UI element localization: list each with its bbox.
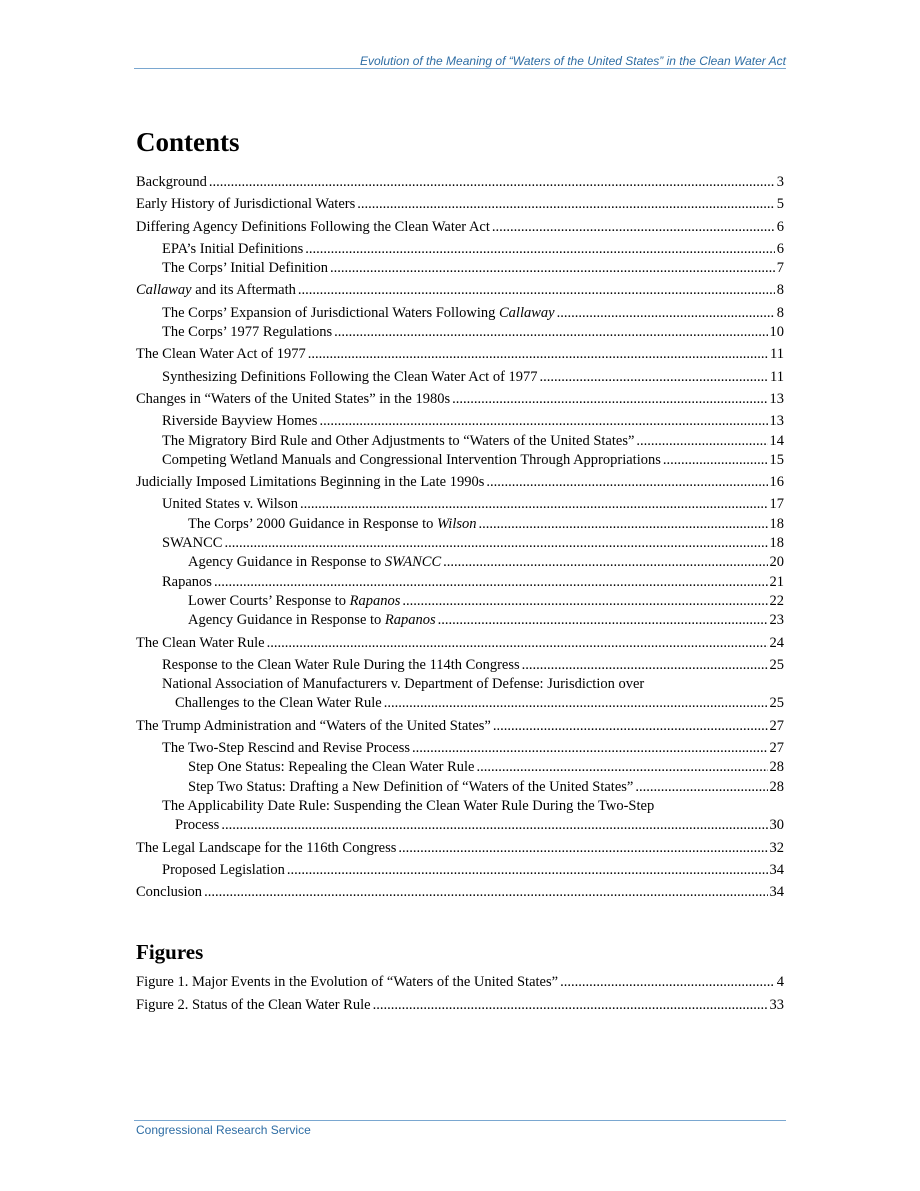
figure-entry[interactable] xyxy=(136,996,784,1015)
toc-entry-page: 5 xyxy=(776,196,784,213)
toc-entry-page: 21 xyxy=(769,573,784,590)
toc-entry-page: 3 xyxy=(776,174,784,190)
toc-leader-dots xyxy=(300,495,768,514)
toc-entry[interactable] xyxy=(136,592,784,611)
figures-heading: Figures xyxy=(136,940,204,965)
toc-entry[interactable] xyxy=(136,432,784,451)
toc-entry[interactable] xyxy=(136,839,784,858)
toc-leader-dots xyxy=(209,173,775,192)
contents-heading: Contents xyxy=(136,127,240,157)
toc-leader-dots xyxy=(522,656,768,675)
toc-entry-page: 32 xyxy=(769,839,784,856)
toc-entry-title-line2: Process xyxy=(175,817,220,834)
toc-entry-page: 25 xyxy=(769,695,784,712)
toc-entry-page: 6 xyxy=(776,240,784,257)
toc-entry-title: Response to the Clean Water Rule During the 114th Congress xyxy=(162,656,520,673)
toc-entry-title: The Corps’ 1977 Regulations xyxy=(162,324,333,341)
figure-entry-title: Figure 2. Status of the Clean Water Rule xyxy=(136,996,371,1013)
toc-entry[interactable] xyxy=(136,739,784,758)
toc-entry-page: 18 xyxy=(769,515,784,532)
figure-entry-title: Figure 1. Major Events in the Evolution of “Waters of the United States” xyxy=(136,974,559,991)
header-rule xyxy=(134,68,786,69)
toc-entry-title: Judicially Imposed Limitations Beginning in the Late 1990s xyxy=(136,474,485,491)
footer-rule xyxy=(134,1120,786,1121)
toc-entry[interactable] xyxy=(136,323,784,342)
toc-leader-dots xyxy=(412,739,768,758)
toc-entry[interactable] xyxy=(136,195,784,214)
toc-entry-title: United States v. Wilson xyxy=(162,496,298,513)
toc-entry-title: EPA’s Initial Definitions xyxy=(162,240,304,257)
figures-list xyxy=(136,973,784,1015)
toc-entry[interactable] xyxy=(136,573,784,592)
toc-entry-title-italic: SWANCC xyxy=(384,554,442,571)
toc-entry-title xyxy=(188,592,400,611)
toc-leader-dots xyxy=(492,218,775,237)
toc-entry-page: 14 xyxy=(769,432,784,449)
toc-entry[interactable] xyxy=(136,515,784,534)
toc-entry-title-italic: Callaway xyxy=(499,304,555,321)
toc-page xyxy=(136,124,784,1015)
toc-entry-page: 10 xyxy=(769,324,784,341)
contents-list xyxy=(136,173,784,902)
figure-entry-page: 4 xyxy=(776,974,784,991)
toc-entry-title: Riverside Bayview Homes xyxy=(162,413,318,430)
toc-leader-dots xyxy=(267,634,768,653)
toc-entry[interactable] xyxy=(136,473,784,492)
toc-entry-title-text: The Corps’ Expansion of Jurisdictional Waters Following xyxy=(162,304,499,321)
toc-entry-title: Early History of Jurisdictional Waters xyxy=(136,196,356,213)
toc-entry-title-text: The Corps’ 2000 Guidance in Response to xyxy=(188,515,438,532)
toc-entry-title: The Clean Water Act of 1977 xyxy=(136,346,306,363)
toc-entry-page: 24 xyxy=(769,634,784,651)
toc-leader-dots xyxy=(319,412,767,431)
toc-leader-dots xyxy=(635,778,767,797)
toc-entry-page: 22 xyxy=(769,592,784,609)
toc-entry[interactable] xyxy=(136,259,784,278)
toc-leader-dots xyxy=(308,345,768,364)
toc-entry[interactable] xyxy=(136,534,784,553)
toc-leader-dots xyxy=(479,515,768,534)
toc-entry[interactable] xyxy=(136,345,784,364)
toc-entry[interactable] xyxy=(136,281,784,300)
toc-entry-page: 15 xyxy=(769,451,784,468)
toc-leader-dots xyxy=(221,816,767,835)
figure-entry[interactable] xyxy=(136,973,784,992)
toc-entry-title: Step One Status: Repealing the Clean Water Rule xyxy=(188,759,475,776)
toc-entry-title: The Two-Step Rescind and Revise Process xyxy=(162,740,410,757)
toc-entry-title-line1: National Association of Manufacturers v. Department of Defense: Jurisdiction over xyxy=(162,676,645,693)
toc-entry-title-rest: and its Aftermath xyxy=(191,282,296,299)
running-header: Evolution of the Meaning of “Waters of the United States” in the Clean Water Act xyxy=(360,54,786,68)
toc-entry-title: The Clean Water Rule xyxy=(136,634,265,651)
toc-entry-page: 28 xyxy=(769,759,784,776)
toc-leader-dots xyxy=(330,259,775,278)
toc-entry-title xyxy=(188,611,436,630)
toc-entry-page: 18 xyxy=(769,535,784,552)
toc-leader-dots xyxy=(540,368,769,387)
toc-leader-dots xyxy=(493,717,768,736)
toc-leader-dots xyxy=(663,451,768,470)
toc-entry-title-text: Agency Guidance in Response to xyxy=(188,612,385,629)
toc-entry-page: 30 xyxy=(769,817,784,834)
toc-entry-title: Rapanos xyxy=(162,573,212,590)
toc-entry-title-text: Lower Courts’ Response to xyxy=(188,592,350,609)
toc-entry-title xyxy=(188,553,441,572)
toc-leader-dots xyxy=(224,534,767,553)
toc-entry[interactable] xyxy=(136,656,784,675)
toc-entry[interactable] xyxy=(136,634,784,653)
toc-entry-line2 xyxy=(162,816,784,835)
toc-entry-page: 13 xyxy=(769,413,784,430)
toc-leader-dots xyxy=(443,553,767,572)
toc-entry-page: 11 xyxy=(770,368,784,385)
toc-entry-title: The Legal Landscape for the 116th Congress xyxy=(136,839,397,856)
toc-entry[interactable] xyxy=(136,553,784,572)
toc-leader-dots xyxy=(402,592,767,611)
toc-leader-dots xyxy=(477,758,768,777)
toc-leader-dots xyxy=(204,883,767,902)
footer-organization: Congressional Research Service xyxy=(136,1123,311,1137)
toc-leader-dots xyxy=(560,973,775,992)
toc-entry[interactable] xyxy=(136,778,784,797)
toc-leader-dots xyxy=(287,861,768,880)
toc-entry[interactable] xyxy=(136,390,784,409)
toc-entry-page: 27 xyxy=(769,717,784,734)
toc-entry-title xyxy=(188,515,477,534)
toc-entry[interactable] xyxy=(136,758,784,777)
toc-entry-title: Conclusion xyxy=(136,884,203,901)
toc-entry-page: 8 xyxy=(776,304,784,321)
toc-entry-title xyxy=(136,281,296,300)
toc-leader-dots xyxy=(384,694,768,713)
toc-entry[interactable] xyxy=(136,451,784,470)
toc-leader-dots xyxy=(438,611,768,630)
toc-entry-title: Competing Wetland Manuals and Congressional Intervention Through Appropriations xyxy=(162,451,661,468)
toc-entry[interactable] xyxy=(136,412,784,431)
toc-entry-line2 xyxy=(162,694,784,713)
toc-entry-page: 28 xyxy=(769,778,784,795)
toc-entry-title: Changes in “Waters of the United States” in the 1980s xyxy=(136,390,451,407)
toc-entry[interactable] xyxy=(136,368,784,387)
toc-leader-dots xyxy=(214,573,768,592)
toc-entry-title: Differing Agency Definitions Following the Clean Water Act xyxy=(136,218,490,235)
toc-entry-title: Proposed Legislation xyxy=(162,861,285,878)
toc-entry-title-italic: Wilson xyxy=(437,515,477,532)
toc-entry-title: SWANCC xyxy=(162,535,223,552)
toc-entry-page: 20 xyxy=(769,554,784,571)
toc-entry[interactable] xyxy=(136,218,784,237)
toc-entry-page: 17 xyxy=(769,496,784,513)
toc-leader-dots xyxy=(357,195,775,214)
toc-entry-page: 27 xyxy=(769,740,784,757)
toc-entry-title: Synthesizing Definitions Following the Clean Water Act of 1977 xyxy=(162,368,538,385)
toc-entry-title-italic: Callaway xyxy=(136,282,192,299)
toc-entry-page: 11 xyxy=(770,346,784,363)
figure-entry-page: 33 xyxy=(769,996,784,1013)
toc-leader-dots xyxy=(486,473,767,492)
toc-entry-title-text: Agency Guidance in Response to xyxy=(188,554,385,571)
toc-entry-title-italic: Rapanos xyxy=(349,592,401,609)
toc-entry-title: The Trump Administration and “Waters of the United States” xyxy=(136,717,491,734)
toc-entry-title-line1: The Applicability Date Rule: Suspending the Clean Water Rule During the Two-Step xyxy=(162,797,655,814)
toc-entry[interactable] xyxy=(136,797,784,836)
toc-entry-title: Background xyxy=(136,174,207,190)
toc-entry[interactable] xyxy=(136,304,784,323)
toc-entry-title xyxy=(162,304,555,323)
toc-leader-dots xyxy=(452,390,767,409)
toc-entry[interactable] xyxy=(136,883,784,902)
toc-leader-dots xyxy=(373,996,768,1015)
toc-entry-page: 25 xyxy=(769,656,784,673)
toc-leader-dots xyxy=(298,281,775,300)
toc-entry-page: 7 xyxy=(776,260,784,277)
toc-entry-title: The Corps’ Initial Definition xyxy=(162,260,329,277)
toc-entry[interactable] xyxy=(136,611,784,630)
toc-entry[interactable] xyxy=(136,240,784,259)
toc-entry-page: 8 xyxy=(776,282,784,299)
toc-entry-page: 13 xyxy=(769,390,784,407)
toc-leader-dots xyxy=(305,240,775,259)
toc-entry-title: Step Two Status: Drafting a New Definition of “Waters of the United States” xyxy=(188,778,634,795)
toc-entry-page: 34 xyxy=(769,884,784,901)
toc-leader-dots xyxy=(334,323,767,342)
toc-leader-dots xyxy=(557,304,775,323)
toc-entry-page: 6 xyxy=(776,218,784,235)
toc-entry[interactable] xyxy=(136,717,784,736)
toc-entry-page: 23 xyxy=(769,612,784,629)
toc-leader-dots xyxy=(636,432,767,451)
toc-entry-title-line2: Challenges to the Clean Water Rule xyxy=(175,695,382,712)
toc-entry[interactable] xyxy=(136,173,784,192)
toc-entry[interactable] xyxy=(136,861,784,880)
toc-leader-dots xyxy=(398,839,767,858)
toc-entry-page: 16 xyxy=(769,474,784,491)
toc-entry-title: The Migratory Bird Rule and Other Adjustments to “Waters of the United States” xyxy=(162,432,635,449)
toc-entry[interactable] xyxy=(136,495,784,514)
toc-entry[interactable] xyxy=(136,675,784,714)
toc-entry-page: 34 xyxy=(769,861,784,878)
figures-section xyxy=(136,938,784,1015)
toc-entry-title-italic: Rapanos xyxy=(384,612,436,629)
